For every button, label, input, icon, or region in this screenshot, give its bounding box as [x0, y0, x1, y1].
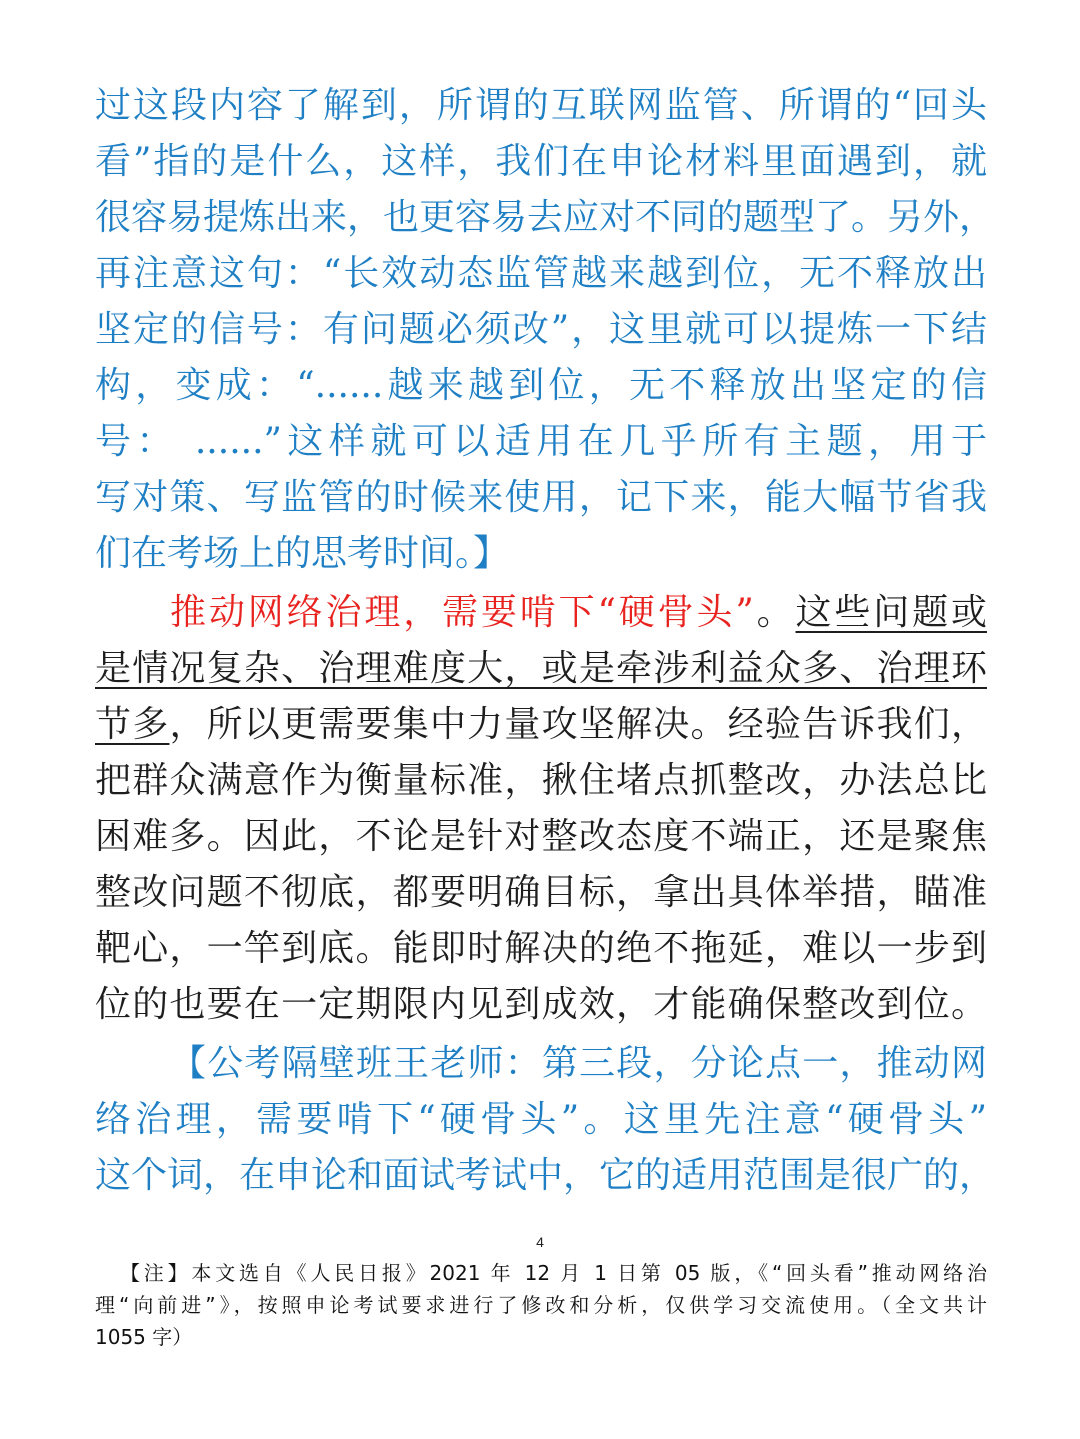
body-line: 位的也要在一定期限内见到成效，才能确保整改到位。: [95, 984, 987, 1025]
commentary-line: 看”指的是什么，这样，我们在申论材料里面遇到，就: [95, 141, 987, 182]
commentary-line: 再注意这句：“长效动态监管越来越到位，无不释放出: [95, 253, 987, 294]
commentary-line: 络治理，需要啃下“硬骨头”。这里先注意“硬骨头”: [95, 1099, 987, 1140]
underlined-text: 节多: [95, 704, 170, 745]
body-line: 靶心，一竿到底。能即时解决的绝不拖延，难以一步到: [95, 928, 987, 969]
paragraph-heading-line: [170, 585, 987, 641]
underlined-text: 这些问题或: [795, 592, 987, 633]
commentary-line: 很容易提炼出来，也更容易去应对不同的题型了。另外，: [95, 197, 996, 238]
body-text: ，所以更需要集中力量攻坚解决。经验告诉我们，: [169, 704, 987, 745]
commentary-line: 号： ......”这样就可以适用在几乎所有主题，用于: [95, 421, 987, 462]
underlined-text: 是情况复杂、治理难度大，或是牵涉利益众多、治理环: [95, 648, 987, 689]
commentary-line: 坚定的信号：有问题必须改”，这里就可以提炼一下结: [95, 309, 987, 350]
commentary-line: 这个词，在申论和面试考试中，它的适用范围是很广的，: [95, 1155, 996, 1196]
commentary-line: 们在考场上的思考时间。】: [95, 533, 510, 574]
commentary-line: 构，变成：“......越来越到位，无不释放出坚定的信: [95, 365, 987, 406]
footnote-line: 理“向前进”》，按照申论考试要求进行了修改和分析，仅供学习交流使用。（全文共计: [95, 1293, 987, 1317]
commentary-line: 【公考隔壁班王老师：第三段，分论点一，推动网: [170, 1043, 987, 1084]
sub-argument-heading: 推动网络治理，需要啃下“硬骨头”: [170, 592, 754, 633]
body-line: [95, 641, 987, 697]
commentary-line: 过这段内容了解到，所谓的互联网监管、所谓的“回头: [95, 85, 987, 126]
page-number: 4: [536, 1234, 544, 1250]
body-line: 困难多。因此，不论是针对整改态度不端正，还是聚焦: [95, 816, 987, 857]
body-line: 整改问题不彻底，都要明确目标，拿出具体举措，瞄准: [95, 872, 987, 913]
punctuation: 。: [753, 592, 796, 633]
body-line: 把群众满意作为衡量标准，揪住堵点抓整改，办法总比: [95, 760, 987, 801]
footnote-line: 1055 字）: [95, 1325, 193, 1349]
footnote-line: 【注】本文选自《人民日报》2021 年 12 月 1 日第 05 版，《“回头看”推动网络治: [120, 1261, 987, 1285]
body-line: [95, 697, 987, 753]
commentary-line: 写对策、写监管的时候来使用，记下来，能大幅节省我: [95, 477, 987, 518]
